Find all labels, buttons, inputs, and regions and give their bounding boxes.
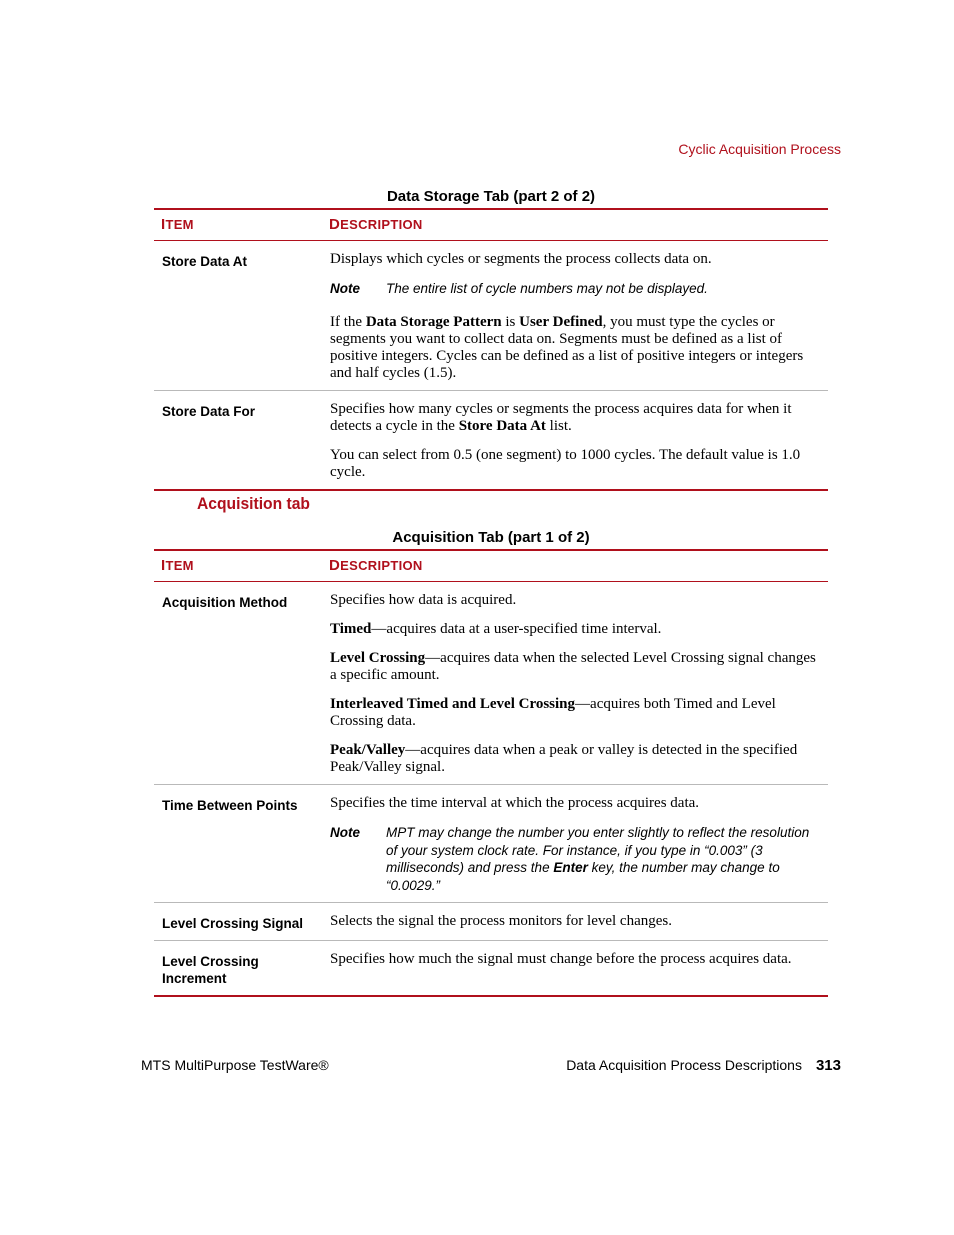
column-header-item: ITEM [161, 216, 194, 233]
column-header-description: DESCRIPTION [329, 557, 423, 574]
table-header-row [154, 550, 828, 582]
acquisition-table [154, 549, 828, 997]
item-cell: Acquisition Method [162, 595, 288, 610]
item-cell: Time Between Points [162, 798, 298, 813]
table-row [154, 241, 828, 391]
note-label: Note [330, 281, 360, 296]
table-row [154, 582, 828, 785]
table-row [154, 390, 828, 490]
section-heading: Acquisition tab [197, 494, 310, 513]
data-storage-table [154, 208, 828, 491]
note-text: The entire list of cycle numbers may not be displayed. [386, 281, 708, 296]
description-cell: Specifies how data is acquired. Timed—acquires data at a user-specified time interval. Level Crossing—acquires data when the selected Level Crossing signal changes a specific amount. Interleaved Timed and Level Crossing—acquires both Timed and Level Crossing data. Peak/Valley—acquires data when a peak or valley is detected in the specified Peak/Valley signal. [330, 592, 816, 775]
item-cell: Level Crossing Increment [162, 954, 259, 986]
table-header-row [154, 209, 828, 241]
footer-chapter [566, 1057, 841, 1074]
note [330, 824, 820, 894]
item-cell: Store Data At [162, 254, 248, 269]
note-text: MPT may change the number you enter slightly to reflect the resolution of your system clock rate. For instance, if you type in “0.003” (3 milliseconds) and press the Enter key, the number may change to “0.0029.” [386, 825, 810, 893]
note-label: Note [330, 825, 360, 840]
footer-chapter-title: Data Acquisition Process Descriptions [566, 1057, 802, 1073]
description-cell: Specifies how many cycles or segments the process acquires data for when it detects a cycle in the Store Data At list. You can select from 0.5 (one segment) to 1000 cycles. The default value is 1.0 cycle. [330, 400, 801, 480]
column-header-description: DESCRIPTION [329, 216, 423, 233]
note [330, 280, 820, 298]
description-cell: Displays which cycles or segments the process collects data on. Note The entire list of cycle numbers may not be displayed. If the Data Storage Pattern is User Defined, you must type the cycles or segments you want to collect data on. Segments must be defined as a list of positive integers. Cycles can be defined as a list of positive integers or integers and half cycles (1.5). [322, 241, 828, 391]
item-cell: Level Crossing Signal [162, 916, 304, 931]
page-number: 313 [815, 1057, 841, 1074]
column-header-item: ITEM [161, 557, 194, 574]
table-row [154, 785, 828, 903]
footer-product-name: MTS MultiPurpose TestWare® [141, 1057, 329, 1073]
description-cell: Specifies how much the signal must change before the process acquires data. [330, 951, 792, 967]
table-row [154, 903, 828, 941]
table-title-acquisition: Acquisition Tab (part 1 of 2) [392, 529, 590, 546]
description-cell: Specifies the time interval at which the process acquires data. Note MPT may change the number you enter slightly to reflect the resolution of your system clock rate. For instance, if you type in “0.003” (3 milliseconds) and press the Enter key, the number may change to “0.0029.” [322, 785, 828, 903]
description-cell: Selects the signal the process monitors for level changes. [330, 913, 672, 929]
table-row [154, 941, 828, 997]
item-cell: Store Data For [162, 403, 256, 419]
running-head: Cyclic Acquisition Process [678, 141, 841, 157]
table-title-data-storage: Data Storage Tab (part 2 of 2) [386, 188, 596, 205]
